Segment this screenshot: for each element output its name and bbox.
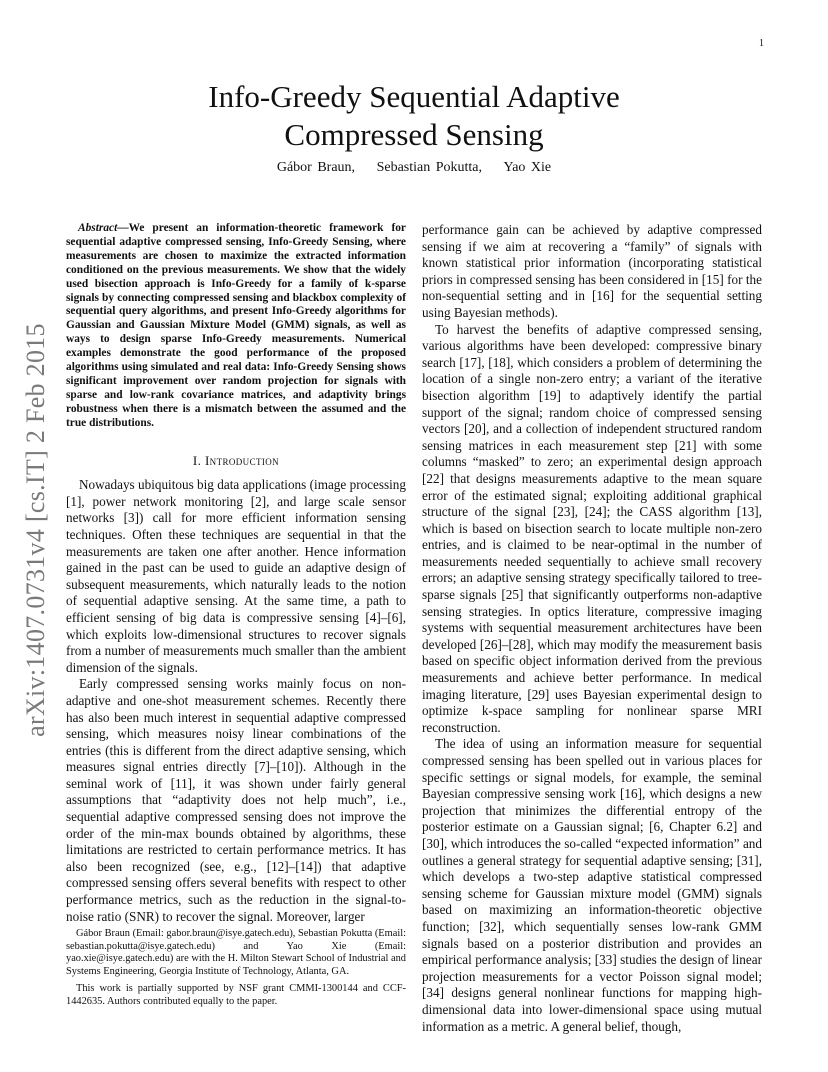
section-number: I. (192, 452, 202, 468)
author-1: Gábor Braun, (276, 160, 356, 175)
footnote-affiliation: Gábor Braun (Email: gabor.braun@isye.gatech.edu), Sebastian Pokutta (Email: sebastian.pokutta@isye.gatech.edu) and Yao Xie (Email: yao.xie@isye.gatech.edu) are with the H. Milton Stewart School of Industrial and Systems Engineering, Georgia Institute of Technology, Atlanta, GA. (66, 928, 406, 978)
author-list (0, 160, 828, 176)
intro-paragraph-1: Nowadays ubiquitous big data applications (image processing [1], power network monitoring [2], and large scale sensor networks [3]) call for more efficient information sensing techniques. Often these techniques are sequential in that the measurements are taken one after another. Hence information gained in the past can be used to guide an adaptive design of subsequent measurements, which naturally leads to the notion of sequential adaptive sensing. At the same time, a path to efficient sensing of big data is compressive sensing [4]–[6], which exploits low-dimensional structures to recover signals from a number of measurements much smaller than the ambient dimension of the signals. (66, 477, 406, 675)
intro-paragraph-2: Early compressed sensing works mainly focus on non-adaptive and one-shot measurement schemes. Recently there has also been much interest in sequential adaptive compressed sensing, which measures noisy linear combinations of the entries (this is different from the direct adaptive sensing, which measures signal entries directly [7]–[10]). Although in the seminal work of [11], it was shown under fairly general assumptions that “adaptivity does not help much”, i.e., sequential adaptive compressed sensing does not improve the order of the min-max bounds obtained by algorithms, these limitations are restricted to certain performance metrics. It has also been recognized (see, e.g., [12]–[14]) that adaptive compressed sensing offers several benefits with respect to other performance metrics, such as the reduction in the signal-to-noise ratio (SNR) to recover the signal. Moreover, larger (66, 676, 406, 924)
author-3: Yao Xie (503, 160, 552, 175)
section-heading (66, 453, 406, 470)
page-number: 1 (759, 38, 764, 49)
title-line-1: Info-Greedy Sequential Adaptive (208, 79, 620, 114)
footnote-funding: This work is partially supported by NSF grant CMMI-1300144 and CCF-1442635. Authors contributed equally to the paper. (66, 982, 406, 1007)
footnotes (66, 928, 406, 1012)
right-column (422, 222, 762, 1035)
intro-paragraph-5: The idea of using an information measure for sequential compressed sensing has been spelled out in various places for specific settings or signal models, for example, the seminal Bayesian compressive sensing work [16], which designs a new projection that minimizes the differential entropy of the posterior estimate on a Gaussian signal; [6, Chapter 6.2] and [30], which introduces the so-called “expected information” and outlines a general strategy for sequential adaptive sensing; [31], which develops a two-step adaptive statistical compressed sensing scheme for Gaussian mixture model (GMM) signals based on maximizing an information-theoretic objective function; [32], which sequentially senses low-rank GMM signals based on a posterior distribution and provides an empirical performance analysis; [33] studies the design of linear projection measurements for a vector Poisson signal model; [34] designs general nonlinear functions for mapping high-dimensional data into lower-dimensional space using mutual information as a metric. A general belief, though, (422, 736, 762, 1034)
arxiv-sidebar (6, 310, 66, 750)
left-column (66, 222, 406, 925)
author-2: Sebastian Pokutta, (376, 160, 482, 175)
paper-title (0, 78, 828, 154)
abstract-lead: Abstract (78, 222, 118, 234)
intro-paragraph-4: To harvest the benefits of adaptive compressed sensing, various algorithms have been developed: compressive binary search [17], [18], which considers a problem of determining the location of a single non-zero entry; a variant of the iterative bisection algorithm [19] to adaptively identify the partial support of the signal; random choice of compressed sensing vectors [20], and a collection of independent structured random sensing matrices in each measurement step [21] with some columns “masked” to zero; an experimental design approach [22] that designs measurements adaptive to the mean square error of the estimated signal; exploiting additional graphical structure of the signal [23], [24]; the CASS algorithm [13], which is based on bisection search to locate multiple non-zero entries, and is claimed to be near-optimal in the number of measurements needed sequentially to achieve small recovery errors; an adaptive sensing strategy specifically tailored to tree-sparse signals [25] that significantly outperforms non-adaptive sensing strategies. In optics literature, compressive imaging systems with sequential measurement architectures have been developed [26]–[28], which may modify the measurement basis based on specific object information derived from the previous measurements and achieve better performance. In medical imaging literature, [29] uses Bayesian experimental design to optimize k-space sampling for nonlinear sparse MRI reconstruction. (422, 321, 762, 735)
intro-paragraph-3: performance gain can be achieved by adaptive compressed sensing if we aim at recovering a “family” of signals with known statistical prior information (incorporating statistical priors in compressed sensing has been considered in [15] for the non-sequential setting and in [16] for the sequential setting using Bayesian methods). (422, 222, 762, 320)
abstract-text: —We present an information-theoretic framework for sequential adaptive compressed sensing, Info-Greedy Sensing, where measurements are chosen to maximize the extracted information conditioned on the previous measurements. We show that the widely used bisection approach is Info-Greedy for a family of k-sparse signals by connecting compressed sensing and blackbox complexity of sequential query algorithms, and present Info-Greedy algorithms for Gaussian and Gaussian Mixture Model (GMM) signals, as well as ways to design sparse Info-Greedy measurements. Numerical examples demonstrate the good performance of the proposed algorithms using simulated and real data: Info-Greedy Sensing shows significant improvement over random projection for signals with sparse and low-rank covariance matrices, and adaptivity brings robustness when there is a mismatch between the assumed and the true distributions. (66, 222, 406, 429)
arxiv-identifier: arXiv:1407.0731v4 [cs.IT] 2 Feb 2015 (21, 323, 50, 737)
title-line-2: Compressed Sensing (284, 117, 544, 152)
abstract (66, 222, 406, 431)
section-title: Introduction (204, 452, 280, 468)
